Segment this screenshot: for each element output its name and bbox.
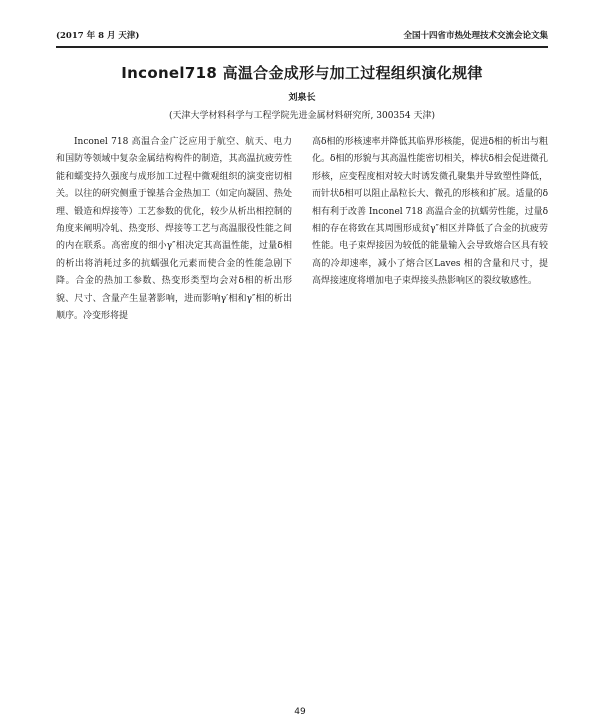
proceedings-name: 全国十四省市热处理技术交流会论文集 (403, 31, 548, 41)
running-header (56, 28, 548, 44)
paper-title: Inconel718 高温合金成形与加工过程组织演化规律 (121, 64, 483, 82)
page-number: 49 (294, 707, 306, 717)
author-affiliation: (天津大学材料科学与工程学院先进金属材料研究所, 300354 天津) (169, 111, 435, 121)
body-column-right (312, 134, 548, 291)
conference-date: (2017 年 8 月 天津) (56, 31, 140, 41)
body-column-left (56, 134, 292, 325)
body-paragraph-right: 高δ相的形核速率并降低其临界形核能，促进δ相的析出与粗化。δ相的形貌与其高温性能密切相关，棒状δ相会促进微孔形核，应变程度相对较大时诱发微孔聚集并导致塑性降低，而针状δ相可以阻止晶粒长大、微孔的形核和扩展。适量的δ相有利于改善 Inconel 718 高温合金的抗蠕劳性能，过量δ相的存在将致在其周围形成贫γ″相区并降低了合金的抗疲劳性能。电子束焊接因为较低的能量输入会导致熔合区具有较高的冷却速率，减小了熔合区Laves 相的含量和尺寸，提高焊接速度将增加电子束焊接头热影响区的裂纹敏感性。 (312, 137, 548, 287)
body-paragraph-left: Inconel 718 高温合金广泛应用于航空、航天、电力和国防等领域中复杂金属结构构件的制造，其高温抗疲劳性能和蠕变持久强度与成形加工过程中微观组织的演变密切相关。以往的研究侧重于镍基合金热加工（如定向凝固、热处理、锻造和焊接等）工艺参数的优化，较少从析出相控制的角度来阐明冷轧、热变形、焊接等工艺与高温服役性能之间的内在联系。高密度的细小γ″相决定其高温性能，过量δ相的析出将消耗过多的抗蠕强化元素而使合金的性能急剧下降。合金的热加工参数、热变形类型均会对δ相的析出形貌、尺寸、含量产生显著影响，进而影响γ′相和γ″相的析出顺序。冷变形将提 (56, 137, 292, 322)
header-rule (56, 46, 548, 48)
author-name: 刘泉长 (288, 93, 316, 103)
